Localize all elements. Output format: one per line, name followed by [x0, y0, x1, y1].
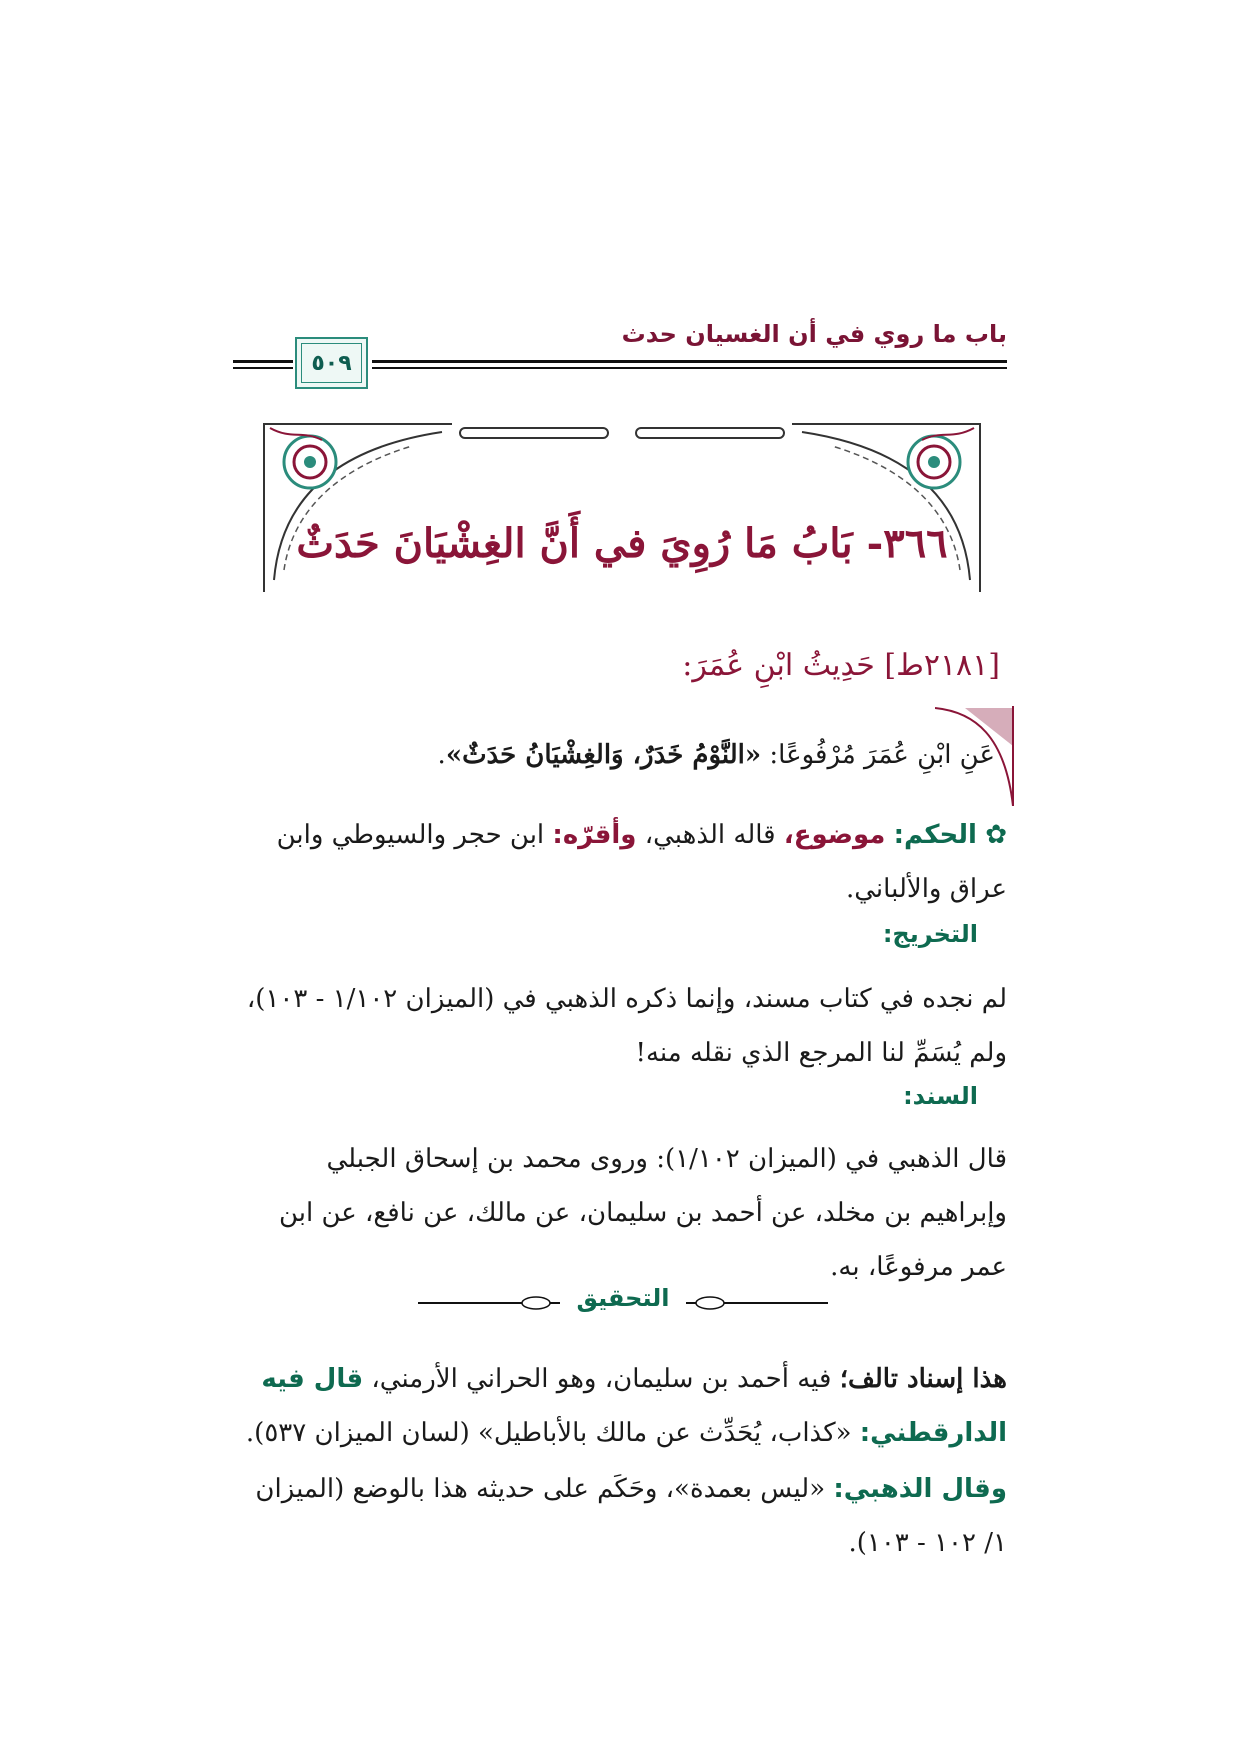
hukm-said-by: قاله الذهبي، [636, 820, 784, 850]
flower-icon: ✿ [985, 820, 1007, 850]
header-rule [233, 360, 293, 363]
hadith-title: حَدِيثُ ابْنِ عُمَرَ: [682, 648, 875, 683]
hukm-grade: موضوع، [783, 820, 886, 850]
tahqiq-text: فيه أحمد بن سليمان، وهو الحراني الأرمني، [363, 1364, 840, 1394]
header-rule [233, 367, 293, 369]
tahqiq-green: قال فيه الدارقطني: [261, 1364, 1007, 1448]
tahqiq-text: «كذاب، يُحَدِّث عن مالك بالأباطيل» (لسان الميزان ٥٣٧). [245, 1418, 860, 1448]
hukm-label: الحكم: [893, 820, 977, 850]
tahqiq-green: وقال الذهبي: [833, 1474, 1007, 1504]
tahqiq-text: «ليس بعمدة»، وحَكَم على حديثه هذا بالوضع (الميزان ١/ ١٠٢ - ١٠٣). [255, 1474, 1007, 1558]
hukm-approved-by: ابن حجر والسيوطي وابن عراق والألباني. [276, 820, 1007, 904]
sanad-label: السند: [903, 1082, 978, 1110]
takhrij-text: لم نجده في كتاب مسند، وإنما ذكره الذهبي في (الميزان ١/١٠٢ - ١٠٣)، ولم يُسَمِّ لنا المرجع الذي نقله منه! [246, 984, 1007, 1068]
chapter-ornament [262, 420, 982, 595]
hadith-number: [٢١٨١ط] [884, 648, 1000, 683]
tahqiq-paragraph [232, 1352, 1007, 1460]
hadith-text [235, 740, 995, 770]
tahqiq-bold: هذا إسناد تالف؛ [839, 1364, 1007, 1394]
header-rule [372, 360, 1007, 363]
tahqiq-label: التحقيق [560, 1284, 686, 1312]
header-rule [372, 367, 1007, 369]
tahqiq-paragraph [232, 1462, 1007, 1570]
page-number-text: ٥٠٩ [311, 350, 352, 376]
hadith-quote: «النَّوْمُ خَدَرٌ، وَالغِشْيَانُ حَدَثٌ» [445, 740, 762, 770]
chapter-title: ٣٦٦- بَابُ مَا رُوِيَ في أَنَّ الغِشْيَانَ حَدَثٌ [296, 520, 948, 567]
sanad-text: قال الذهبي في (الميزان ١/١٠٢): وروى محمد بن إسحاق الجبلي وإبراهيم بن مخلد، عن أحمد بن سليمان، عن مالك، عن نافع، عن ابن عمر مرفوعًا، به. [278, 1144, 1007, 1282]
takhrij-label: التخريج: [882, 920, 978, 948]
hukm-paragraph [232, 808, 1007, 916]
hukm-approved-label: وأقرّه: [552, 820, 637, 850]
running-header: باب ما روي في أن الغسيان حدث [621, 320, 1007, 348]
hadith-end: . [437, 740, 446, 770]
hadith-intro: عَنِ ابْنِ عُمَرَ مُرْفُوعًا: [761, 740, 995, 770]
page-number [295, 337, 368, 389]
hadith-heading [300, 648, 1000, 683]
